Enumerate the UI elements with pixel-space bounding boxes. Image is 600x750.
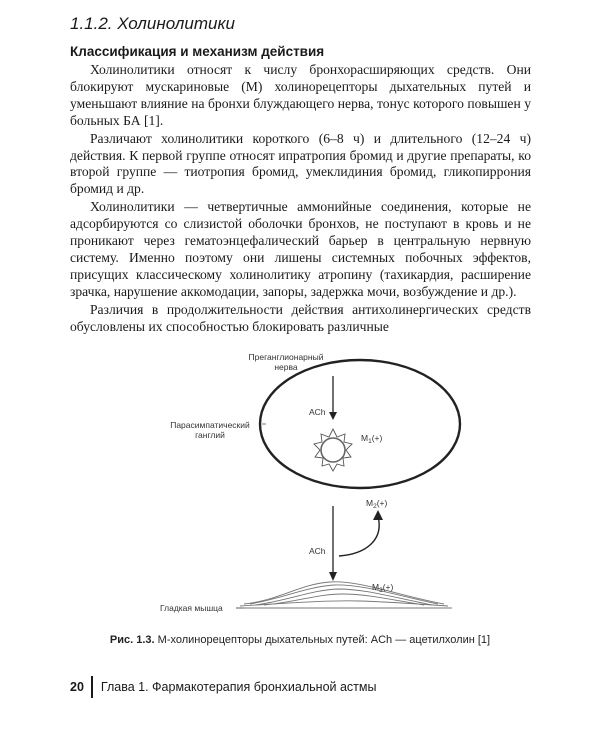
page-number: 20 — [70, 680, 84, 694]
label-m2 — [366, 498, 387, 512]
running-title: Глава 1. Фармакотерапия бронхиальной астмы — [100, 680, 377, 694]
m3-subscript: 3 — [379, 587, 383, 594]
label-ganglion — [158, 420, 262, 440]
body-text — [70, 62, 531, 337]
caption-prefix: Рис. 1.3. — [109, 634, 155, 646]
m2-sign: (+) — [376, 498, 388, 508]
figure-drawing — [0, 338, 600, 638]
figure-caption — [0, 634, 600, 646]
m2-subscript: 2 — [373, 503, 377, 510]
m1-receptor-core — [321, 438, 345, 462]
footer-divider — [91, 676, 93, 698]
smooth-muscle-fibres — [236, 582, 452, 608]
label-ganglion-line1: Парасимпатический — [170, 420, 250, 430]
ach-bottom-arrowhead — [329, 572, 337, 581]
label-m1 — [361, 433, 382, 447]
label-m3 — [372, 582, 393, 596]
label-ganglion-line2: ганглий — [195, 430, 225, 440]
label-preganglionic — [226, 352, 346, 372]
paragraph-4: Различия в продолжительности действия антихолинергических средств обусловлены их способностью блокировать различные — [70, 301, 531, 334]
m1-letter: M — [361, 433, 369, 443]
label-preganglionic-line1: Преганглионарный — [248, 352, 324, 362]
label-preganglionic-line2: нерва — [274, 362, 298, 372]
caption-text: М-холинорецепторы дыхательных путей: ACh — ацетилхолин [1] — [154, 634, 491, 646]
label-smooth-muscle: Гладкая мышца — [160, 603, 223, 613]
section-title: 1.1.2. Холинолитики — [70, 14, 235, 33]
ach-top-arrowhead — [329, 412, 337, 420]
paragraph-3: Холинолитики — четвертичные аммонийные соединения, которые не адсорбируются со слизистой оболочки бронхов, не поступают в кровь и не проникают через гематоэнцефалический барьер в центральную нервную систему. Именно поэтому они лишены системных побочных эффектов, присущих классическому холинолитику атропину (тахикардия, расширение зрачка, нарушение аккомодации, запоры, задержка мочи, возбуждение и др.). — [70, 199, 531, 299]
label-ach-top: ACh — [309, 407, 326, 417]
page-footer — [70, 676, 377, 698]
m3-letter: M — [372, 582, 380, 592]
figure-receptors — [0, 338, 600, 638]
m3-sign: (+) — [382, 582, 394, 592]
m2-letter: M — [366, 498, 374, 508]
m2-curved-arrow — [339, 516, 379, 556]
subsection-title: Классификация и механизм действия — [70, 44, 325, 59]
paragraph-1: Холинолитики относят к числу бронхорасширяющих средств. Они блокируют мускариновые (М) холинорецепторы дыхательных путей и уменьшают влияние на бронхи блуждающего нерва, тонус которого повышен у больных БА [1]. — [70, 62, 531, 128]
m1-subscript: 1 — [368, 438, 372, 445]
ganglion-ellipse — [260, 360, 460, 488]
label-ach-bottom: ACh — [309, 546, 326, 556]
m1-sign: (+) — [371, 433, 383, 443]
paragraph-2: Различают холинолитики короткого (6–8 ч) и длительного (12–24 ч) действия. К первой группе относят ипратропия бромид и другие препараты, ко второй группе — тиотропия бромид, умеклидиния бромид, гликопиррония бромид и др. — [70, 130, 531, 197]
